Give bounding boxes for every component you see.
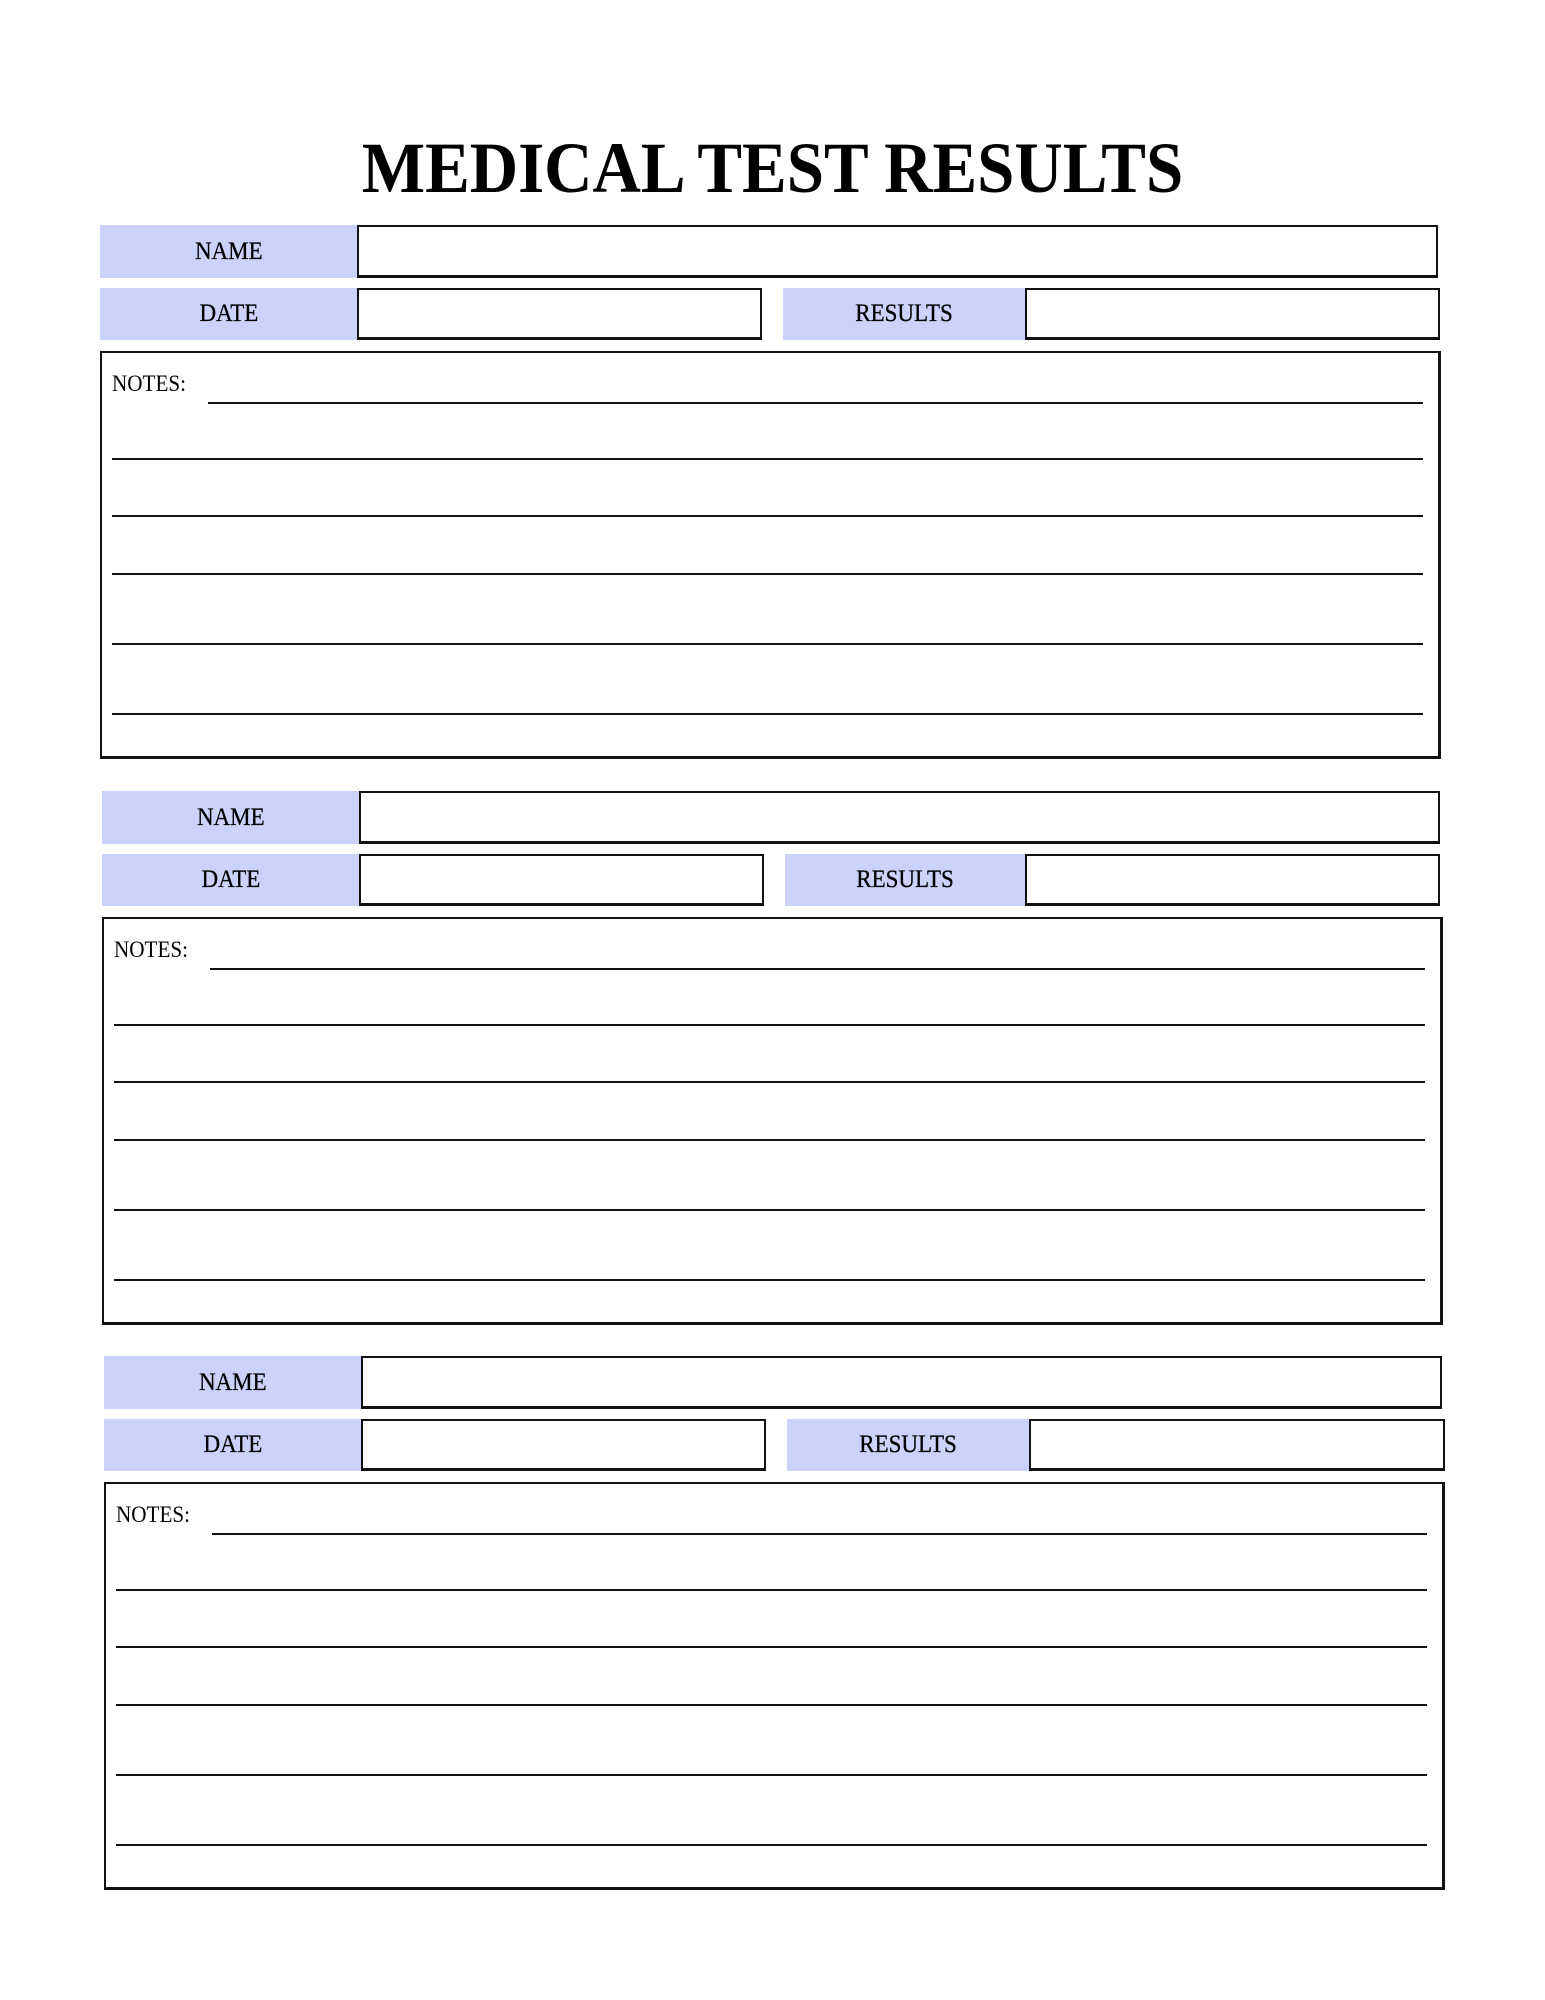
date-field[interactable] — [359, 854, 764, 906]
notes-line[interactable] — [112, 515, 1423, 517]
results-field[interactable] — [1025, 854, 1440, 906]
results-label: RESULTS — [787, 1419, 1029, 1471]
notes-line[interactable] — [114, 1209, 1425, 1211]
notes-box[interactable] — [102, 917, 1443, 1325]
results-label: RESULTS — [783, 288, 1025, 340]
test-result-block-2 — [102, 791, 1444, 1325]
notes-line[interactable] — [112, 643, 1423, 645]
notes-line[interactable] — [114, 1279, 1425, 1281]
notes-line[interactable] — [114, 1139, 1425, 1141]
page-title-text: MEDICAL TEST RESULTS — [361, 128, 1184, 208]
notes-line[interactable] — [112, 573, 1423, 575]
name-field[interactable] — [361, 1356, 1442, 1409]
date-label: DATE — [104, 1419, 361, 1471]
test-result-block-3 — [104, 1356, 1446, 1890]
page-title — [0, 118, 1545, 218]
notes-line[interactable] — [116, 1589, 1427, 1591]
name-label: NAME — [100, 225, 357, 278]
results-field[interactable] — [1025, 288, 1440, 340]
results-field[interactable] — [1029, 1419, 1445, 1471]
notes-line[interactable] — [210, 968, 1425, 970]
notes-line[interactable] — [116, 1704, 1427, 1706]
notes-label: NOTES: — [112, 371, 187, 396]
date-field[interactable] — [361, 1419, 766, 1471]
name-field[interactable] — [359, 791, 1440, 844]
date-label: DATE — [100, 288, 357, 340]
results-label: RESULTS — [785, 854, 1025, 906]
notes-line[interactable] — [212, 1533, 1427, 1535]
notes-line[interactable] — [116, 1774, 1427, 1776]
notes-line[interactable] — [208, 402, 1423, 404]
notes-line[interactable] — [114, 1081, 1425, 1083]
notes-label: NOTES: — [116, 1502, 191, 1527]
name-label: NAME — [104, 1356, 361, 1409]
notes-box[interactable] — [104, 1482, 1445, 1890]
notes-line[interactable] — [116, 1844, 1427, 1846]
notes-line[interactable] — [112, 458, 1423, 460]
notes-line[interactable] — [112, 713, 1423, 715]
date-label: DATE — [102, 854, 359, 906]
notes-line[interactable] — [116, 1646, 1427, 1648]
date-field[interactable] — [357, 288, 762, 340]
name-field[interactable] — [357, 225, 1438, 278]
notes-line[interactable] — [114, 1024, 1425, 1026]
notes-box[interactable] — [100, 351, 1441, 759]
notes-label: NOTES: — [114, 937, 189, 962]
name-label: NAME — [102, 791, 359, 844]
test-result-block-1 — [100, 225, 1442, 759]
